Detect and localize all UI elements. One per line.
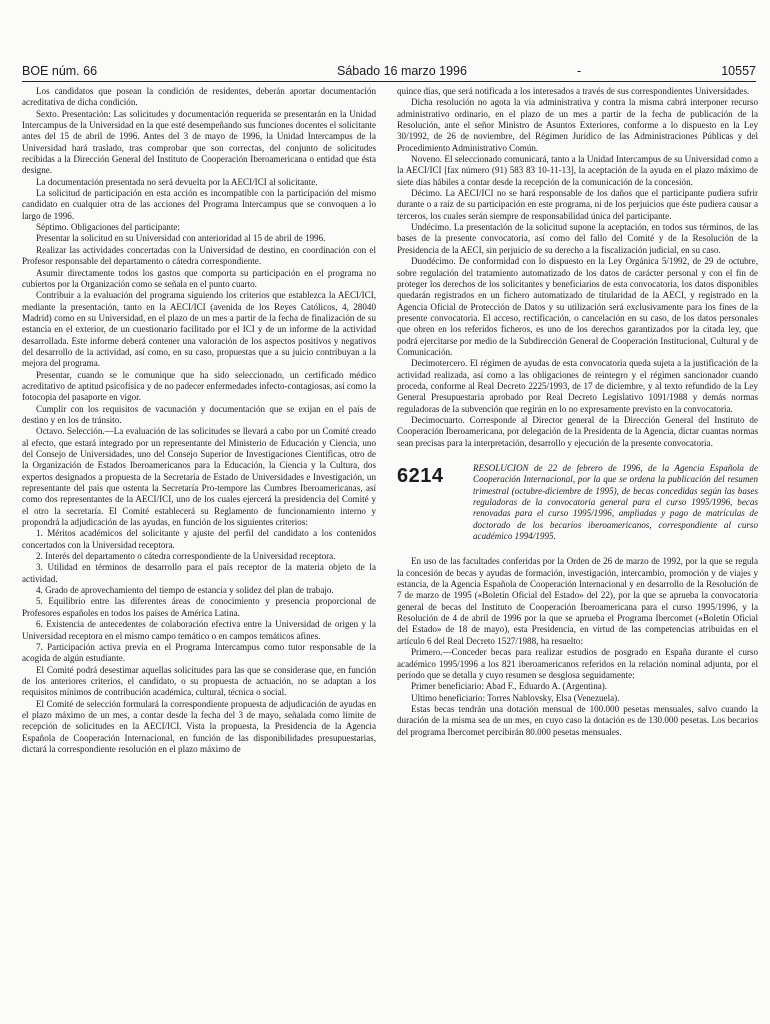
paragraph: Decimocuarto. Corresponde al Director general de la Dirección General del Instituto de Cooperación Iberoamericana, por delegación de la Presidenta de la Agencia, dictar cuantas normas sean precisas para la interpretación, desarrollo y ejecución de la presente convocatoria. — [397, 414, 758, 448]
paragraph: Realizar las actividades concertadas con la Universidad de destino, en coordinación con el Profesor responsable del departamento o cátedra correspondiente. — [22, 244, 376, 267]
right-column — [397, 86, 758, 738]
paragraph: Dicha resolución no agota la vía administrativa y contra la misma cabrá interponer recurso administrativo ordinario, en el plazo de un mes a partir de la fecha de publicación de la Resolución, ante el señor Ministro de Asuntos Exteriores, conforme a lo dispuesto en la Ley 30/1992, de 26 de noviembre, del Régimen Jurídico de las Administraciones Públicas y del Procedimiento Administrativo Común. — [397, 97, 758, 153]
paragraph: Noveno. El seleccionado comunicará, tanto a la Unidad Intercampus de su Universidad como a la AECI/ICI [fax número (91) 583 83 10-11-13], la aceptación de la ayuda en el plazo máximo de siete días hábiles a contar desde la recepción de la comunicación de la concesión. — [397, 154, 758, 187]
publication-date: Sábado 16 marzo 1996 — [337, 64, 467, 78]
paragraph: Presentar, cuando se le comunique que ha sido seleccionado, un certificado médico acreditativo de aptitud psicofísica y de no padecer enfermedades infecto-contagiosas, así como la fotocopia del pasaporte en vigor. — [22, 369, 376, 403]
left-column — [22, 86, 376, 755]
paragraph: El Comité podrá desestimar aquellas solicitudes para las que se considerase que, en función de los anteriores criterios, el candidato, o su propuesta de actuación, no se adaptan a los requisitos mínimos de contribución académica, cultural, técnica o social. — [22, 664, 376, 698]
right-column-top-text — [397, 86, 758, 449]
page-header — [22, 64, 756, 82]
paragraph: 5. Equilibrio entre las diferentes áreas de conocimiento y presencia proporcional de Profesores españoles en todos los países de América Latina. — [22, 596, 376, 618]
paragraph: Asumir directamente todos los gastos que comporta su participación en el programa no cubiertos por la Organización como se señala en el punto cuarto. — [22, 267, 376, 289]
paragraph: La documentación presentada no será devuelta por la AECI/ICI al solicitante. — [36, 176, 318, 187]
paragraph: La solicitud de participación en esta acción es incompatible con la participación del mismo candidato en cualquier otra de las acciones del Programa Intercampus que se convoquen a lo largo de 1996. — [22, 188, 376, 221]
page-number: 10557 — [721, 64, 756, 78]
paragraph: 1. Méritos académicos del solicitante y ajuste del perfil del candidato a los contenidos concertados con la Universidad receptora. — [22, 528, 376, 550]
paragraph: Presentar la solicitud en su Universidad con anterioridad al 15 de abril de 1996. — [36, 233, 326, 244]
paragraph: quince días, que será notificada a los interesados a través de sus correspondientes Universidades. — [397, 86, 750, 96]
paragraph: Primero.—Conceder becas para realizar estudios de posgrado en España durante el curso académico 1995/1996 a los 821 iberoamericanos referidos en la relación nominal adjunta, por el período que se detalla y cuyo resumen se desglosa seguidamente: — [397, 647, 758, 680]
paragraph: Contribuir a la evaluación del programa siguiendo los criterios que establezca la AECI/ICI, mediante la presentación, tanto en la AECI/ICI (avenida de los Reyes Católicos, 4, 28040 Madrid) como en su Universidad, en el plazo de un mes a partir de la fecha de finalización de su estancia en el exterior, de un cuestionario facilitado por el ICI y de un informe de la actividad desarrollada. Este informe deberá contener una valoración de los aspectos positivos y negativos del desarrollo de la actividad, así como, en su caso, propuestas que a su juicio contribuyan a la mejora del programa. — [22, 290, 376, 369]
resolution-title: RESOLUCION de 22 de febrero de 1996, de la Agencia Española de Cooperación Internacional, por la que se ordena la publicación del resumen trimestral (octubre-diciembre de 1995), de becas concedidas según las bases reguladoras de la convocatoria general para el curso 1995/1996, becas renovadas para el curso 1995/1996, ampliadas y pago de matrículas de doctorado de los becarios iberoamericanos, correspondiente al curso académico 1994/1995. — [473, 463, 758, 542]
paragraph: Sexto. Presentación: Las solicitudes y documentación requerida se presentarán en la Unidad Intercampus de la Universidad en la que esté desempeñando sus funciones docentes el solicitante antes del 15 de abril de 1996. Antes del 3 de mayo de 1996, la Unidad Intercampus de la Universidad hará traslado, tras comprobar que son correctas, del conjunto de solicitudes recibidas a la Dirección General del Instituto de Cooperación Iberoamericana o entidad que ésta designe. — [22, 108, 376, 176]
publication-name: BOE núm. 66 — [22, 64, 98, 78]
paragraph: Undécimo. La presentación de la solicitud supone la aceptación, en todos sus términos, de las bases de la presente convocatoria, así como del fallo del Comité y de la Resolución de la Presidencia de la AECI, sin perjuicio de su derecho a la fiscalización judicial, en su caso. — [397, 222, 758, 255]
resolution-heading — [397, 463, 758, 542]
paragraph: Octavo. Selección.—La evaluación de las solicitudes se llevará a cabo por un Comité creado al efecto, que estará integrado por un representante del Ministerio de Educación y Ciencia, uno del Consejo de Universidades, uno del Consejo Superior de Investigaciones Científicas, otro de la Organización de Estados Iberoamericanos para la Educación, la Ciencia y la Cultura, dos expertos designados a propuesta de la Secretaría de Estado de Universidades e Investigación, un representante del país que ostenta la Secretaría Pro-tempore las Cumbres Iberoamericanas, así como dos representantes de la AECI/ICI, uno de los cuales ejercerá la presidencia del Comité y el otro la secretaría. El Comité establecerá su Reglamento de funcionamiento interno y propondrá la adjudicación de las ayudas, en función de los siguientes criterios: — [22, 426, 376, 528]
paragraph: Séptimo. Obligaciones del participante: — [36, 222, 180, 233]
paragraph: Primer beneficiario: Abad F., Eduardo A. (Argentina). — [411, 681, 608, 692]
paragraph: Cumplir con los requisitos de vacunación y documentación que se exijan en el país de destino y en los de tránsito. — [22, 403, 376, 425]
paragraph: Décimo. La AECI/ICI no se hará responsable de los daños que el participante pudiera sufrir durante o a raíz de su participación en este programa, ni de los perjuicios que éste pudiera causar a terceros, los cuales serán siempre de responsabilidad única del participante. — [397, 188, 758, 221]
paragraph: 4. Grado de aprovechamiento del tiempo de estancia y solidez del plan de trabajo. — [36, 585, 334, 596]
paragraph: Los candidatos que posean la condición de residentes, deberán aportar documentación acreditativa de dicha condición. — [22, 86, 376, 108]
paragraph: Ultimo beneficiario: Torres Nablovsky, Elsa (Venezuela). — [411, 692, 620, 703]
paragraph: Duodécimo. De conformidad con lo dispuesto en la Ley Orgánica 5/1992, de 29 de octubre, sobre regulación del tratamiento automatizado de los datos de carácter personal y con el fin de proteger los derechos de los solicitantes y beneficiarios de esta convocatoria, los datos disponibles quedarán registrados en un fichero automatizado de titularidad de la AECI, y registrado en la Agencia Oficial de Protección de Datos y su utilización será exclusivamente para los fines de la presente convocatoria. El acceso, rectificación, o cancelación en su caso, de los datos personales que obren en los referidos ficheros, es uno de los derechos garantizados por la citada ley, que podrá ejercitarse por medio de la Subdirección General de Cooperación Institucional, Cultural y de Comunicación. — [397, 256, 758, 357]
paragraph: 2. Interés del departamento o cátedra correspondiente de la Universidad receptora. — [36, 551, 336, 562]
paragraph: 7. Participación activa previa en el Programa Intercampus como tutor responsable de la acogida de algún estudiante. — [22, 641, 376, 664]
header-dash: - — [577, 64, 582, 78]
header-rule — [22, 81, 756, 82]
paragraph: 6. Existencia de antecedentes de colaboración efectiva entre la Universidad de origen y la Universidad receptora en el mismo campo temático o en campos temáticos afines. — [22, 619, 376, 641]
paragraph: Decimotercero. El régimen de ayudas de esta convocatoria queda sujeta a la justificación de la actividad realizada, así como a las obligaciones de reintegro y el régimen sancionador cuando proceda, conforme al Real Decreto 2225/1993, de 17 de diciembre, y al texto refundido de la Ley General Presupuestaria aprobado por Real Decreto Legislativo 1091/1988 y demás normas reguladoras de la subvención que regirán en lo no expresamente previsto en la convocatoria. — [397, 358, 758, 414]
resolution-number: 6214 — [397, 465, 444, 487]
right-column-bottom-text — [397, 556, 758, 738]
paragraph: En uso de las facultades conferidas por la Orden de 26 de marzo de 1992, por la que se regula la concesión de becas y ayudas de formación, investigación, intercambio, promoción y de viajes y estancia, de la Agencia Española de Cooperación Internacional y en desarrollo de la Resolución de 7 de marzo de 1995 («Boletín Oficial del Estado» del 22), por la que se aprueba la convocatoria general de becas del Instituto de Cooperación Iberoamericana para el curso 1995/1996, y la Resolución de 4 de abril de 1996 por la que se aprueba el Programa Ibercomet («Boletín Oficial del Estado» de 18 de mayo), esta Presidencia, en virtud de las competencias atribuidas en el artículo 6 del Real Decreto 1527/1988, ha resuelto: — [397, 556, 758, 646]
paragraph: 3. Utilidad en términos de desarrollo para el país receptor de la materia objeto de la actividad. — [22, 562, 376, 584]
paragraph: El Comité de selección formulará la correspondiente propuesta de adjudicación de ayudas en el plazo máximo de un mes, a contar desde la fecha del 3 de mayo, señalada como límite de recepción de solicitudes en la AECI/ICI. Vista la propuesta, la Presidencia de la Agencia Española de Cooperación Internacional, en función de las disponibilidades presupuestarias, dictará la correspondiente resolución en el plazo máximo de — [22, 698, 376, 754]
paragraph: Estas becas tendrán una dotación mensual de 100.000 pesetas mensuales, salvo cuando la duración de la misma sea de un mes, en cuyo caso la dotación es de 130.000 pesetas. Los becarios del programa Ibercomet percibirán 80.000 pesetas mensuales. — [397, 703, 758, 737]
